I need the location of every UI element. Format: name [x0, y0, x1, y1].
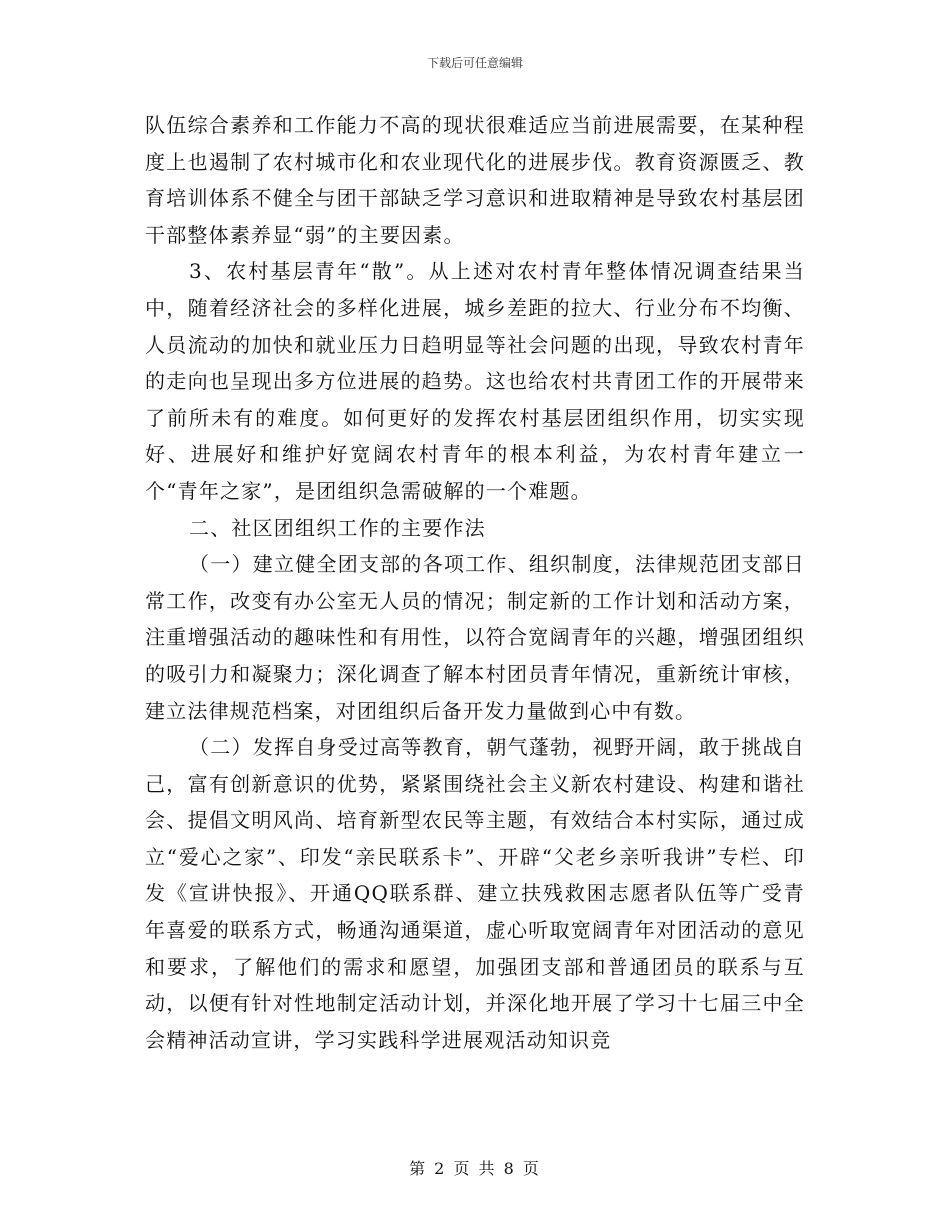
paragraph-4: （二）发挥自身受过高等教育，朝气蓬勃，视野开阔，敢于挑战自己，富有创新意识的优势，紧紧围绕社会主义新农村建设、构建和谐社会、提倡文明风尚、培育新型农民等主题，有效结合本村实际，通过成立“爱心之家”、印发“亲民联系卡”、开辟“父老乡亲听我讲”专栏、印发《宣讲快报》、开通QQ联系群、建立扶残救困志愿者队伍等广受青年喜爱的联系方式，畅通沟通渠道，虚心听取宽阔青年对团活动的意见和要求，了解他们的需求和愿望，加强团支部和普通团员的联系与互动，以便有针对性地制定活动计划，并深化地开展了学习十七届三中全会精神活动宣讲，学习实践科学进展观活动知识竞: [145, 735, 805, 1052]
document-body: [145, 107, 805, 1058]
page-header: 下载后可任意编辑: [426, 56, 523, 70]
paragraph-1: 队伍综合素养和工作能力不高的现状很难适应当前进展需要，在某种程度上也遏制了农村城市化和农业现代化的进展步伐。教育资源匮乏、教育培训体系不健全与团干部缺乏学习意识和进取精神是导致农村基层团干部整体素养显“弱”的主要因素。: [145, 113, 805, 247]
section-heading: 二、社区团组织工作的主要作法: [189, 515, 486, 540]
paragraph-2: 3、农村基层青年“散”。从上述对农村青年整体情况调查结果当中，随着经济社会的多样化进展，城乡差距的拉大、行业分布不均衡、人员流动的加快和就业压力日趋明显等社会问题的出现，导致农村青年的走向也呈现出多方位进展的趋势。这也给农村共青团工作的开展带来了前所未有的难度。如何更好的发挥农村基层团组织作用，切实实现好、进展好和维护好宽阔农村青年的根本利益，为农村青年建立一个“青年之家”，是团组织急需破解的一个难题。: [145, 259, 805, 503]
paragraph-3: （一）建立健全团支部的各项工作、组织制度，法律规范团支部日常工作，改变有办公室无人员的情况；制定新的工作计划和活动方案，注重增强活动的趣味性和有用性，以符合宽阔青年的兴趣，增强团组织的吸引力和凝聚力；深化调查了解本村团员青年情况，重新统计审核，建立法律规范档案，对团组织后备开发力量做到心中有数。: [145, 552, 805, 723]
page-number: 第 2 页 共 8 页: [409, 1159, 541, 1178]
